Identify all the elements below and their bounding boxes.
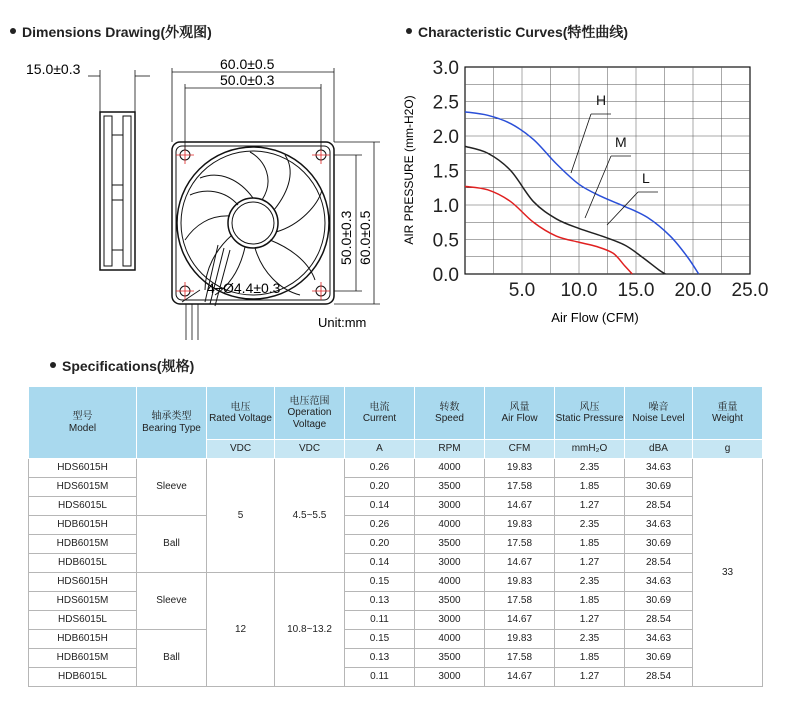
header-en: Weight <box>712 413 743 424</box>
y-tick-label: 2.0 <box>432 127 459 148</box>
current-cell: 0.14 <box>345 554 415 573</box>
specs-title <box>50 356 194 376</box>
y-axis-label: AIR PRESSURE (mm-H2O) <box>402 95 416 245</box>
chart-grid <box>465 67 750 274</box>
x-axis-label: Air Flow (CFM) <box>551 310 639 325</box>
airflow-cell: 19.83 <box>485 573 555 592</box>
airflow-cell: 17.58 <box>485 535 555 554</box>
annotation-l: L <box>642 170 650 186</box>
voltage-range-cell: 4.5~5.5 <box>275 459 345 573</box>
header-en: Air Flow <box>501 413 538 424</box>
model-cell: HDS6015H <box>29 573 137 592</box>
header-cn: 电压范围 <box>289 395 330 407</box>
airflow-cell: 14.67 <box>485 554 555 573</box>
noise-cell: 30.69 <box>625 535 693 554</box>
fan-front-view <box>172 142 334 340</box>
header-cell <box>345 387 415 440</box>
fan-side-view <box>88 70 150 270</box>
dimensions-drawing <box>0 40 395 340</box>
pressure-cell: 2.35 <box>555 573 625 592</box>
header-cn: 电流 <box>369 401 390 413</box>
noise-cell: 28.54 <box>625 668 693 687</box>
rated-voltage-cell: 12 <box>207 573 275 687</box>
noise-cell: 34.63 <box>625 573 693 592</box>
header-cell <box>275 387 345 440</box>
thickness-dimension: 15.0±0.3 <box>26 61 81 77</box>
model-cell: HDS6015L <box>29 497 137 516</box>
header-en: Model <box>68 422 97 434</box>
header-cell <box>625 387 693 440</box>
speed-cell: 4000 <box>415 459 485 478</box>
annotation-leader <box>585 156 611 218</box>
pressure-cell: 1.27 <box>555 554 625 573</box>
annotation-h: H <box>596 92 607 108</box>
header-unit: mmH₂O <box>555 440 625 459</box>
voltage-range-cell: 10.8~13.2 <box>275 573 345 687</box>
header-en: Operation Voltage <box>287 407 332 430</box>
model-cell: HDS6015L <box>29 611 137 630</box>
current-cell: 0.11 <box>345 611 415 630</box>
header-cell <box>207 387 275 440</box>
noise-cell: 34.63 <box>625 516 693 535</box>
header-unit: VDC <box>207 440 275 459</box>
curves-title-text: Characteristic Curves(特性曲线) <box>418 24 629 40</box>
noise-cell: 34.63 <box>625 630 693 649</box>
airflow-cell: 17.58 <box>485 592 555 611</box>
current-cell: 0.20 <box>345 535 415 554</box>
model-cell: HDB6015M <box>29 649 137 668</box>
noise-cell: 30.69 <box>625 478 693 497</box>
y-tick-label: 3.0 <box>432 58 459 79</box>
current-cell: 0.26 <box>345 459 415 478</box>
speed-cell: 4000 <box>415 516 485 535</box>
header-cn: 风量 <box>509 401 530 413</box>
x-tick-label: 25.0 <box>731 280 769 301</box>
y-tick-label: 0.5 <box>432 230 459 252</box>
x-tick-label: 15.0 <box>617 280 655 301</box>
pressure-cell: 1.85 <box>555 478 625 497</box>
model-cell: HDB6015L <box>29 554 137 573</box>
pressure-cell: 1.85 <box>555 592 625 611</box>
specs-title-text: Specifications(规格) <box>62 358 195 374</box>
outer-width-dimension: 60.0±0.5 <box>220 56 275 72</box>
hole-spacing-v-dimension: 50.0±0.3 <box>338 210 354 265</box>
header-cell <box>693 387 763 440</box>
pressure-cell: 1.85 <box>555 649 625 668</box>
pressure-cell: 1.27 <box>555 497 625 516</box>
current-cell: 0.15 <box>345 630 415 649</box>
pressure-cell: 2.35 <box>555 630 625 649</box>
bullet-icon <box>406 28 412 34</box>
specifications-table <box>28 386 763 687</box>
speed-cell: 3500 <box>415 535 485 554</box>
annotation-m: M <box>615 134 627 150</box>
annotation-leader <box>607 192 638 225</box>
annotation-leader <box>571 114 591 173</box>
header-cell <box>485 387 555 440</box>
airflow-cell: 17.58 <box>485 649 555 668</box>
header-cn: 风压 <box>579 401 600 413</box>
airflow-cell: 14.67 <box>485 611 555 630</box>
noise-cell: 28.54 <box>625 611 693 630</box>
noise-cell: 30.69 <box>625 592 693 611</box>
header-cn: 噪音 <box>648 401 669 413</box>
y-tick-label: 0.0 <box>432 265 459 286</box>
y-tick-labels <box>433 58 459 286</box>
header-en: Current <box>362 413 397 424</box>
model-cell: HDB6015H <box>29 516 137 535</box>
y-tick-label: 2.5 <box>432 92 459 114</box>
pressure-cell: 1.27 <box>555 668 625 687</box>
bearing-cell: Ball <box>137 630 207 687</box>
speed-cell: 3500 <box>415 592 485 611</box>
y-tick-label: 1.0 <box>432 196 459 217</box>
x-tick-labels <box>509 280 769 301</box>
current-cell: 0.26 <box>345 516 415 535</box>
speed-cell: 3000 <box>415 554 485 573</box>
header-en: Noise Level <box>632 413 685 424</box>
header-cell <box>29 387 137 459</box>
header-cn: 转数 <box>439 401 460 413</box>
dimension-lines <box>172 68 380 304</box>
characteristic-curves-chart <box>395 40 790 340</box>
hole-spacing-h-dimension: 50.0±0.3 <box>220 72 275 88</box>
bullet-icon <box>10 28 16 34</box>
table-body <box>29 459 763 687</box>
current-cell: 0.15 <box>345 573 415 592</box>
table-row <box>29 516 763 535</box>
header-cell <box>555 387 625 440</box>
bullet-icon <box>50 362 56 368</box>
header-cn: 重量 <box>717 401 738 413</box>
airflow-cell: 19.83 <box>485 459 555 478</box>
speed-cell: 3500 <box>415 478 485 497</box>
x-tick-label: 20.0 <box>674 280 712 301</box>
header-unit: CFM <box>485 440 555 459</box>
unit-label: Unit:mm <box>318 315 367 330</box>
speed-cell: 3000 <box>415 668 485 687</box>
header-unit: g <box>693 440 763 459</box>
rated-voltage-cell: 5 <box>207 459 275 573</box>
model-cell: HDS6015M <box>29 592 137 611</box>
y-tick-label: 1.5 <box>432 161 459 183</box>
speed-cell: 3000 <box>415 497 485 516</box>
model-cell: HDS6015M <box>29 478 137 497</box>
airflow-cell: 17.58 <box>485 478 555 497</box>
noise-cell: 28.54 <box>625 554 693 573</box>
current-cell: 0.14 <box>345 497 415 516</box>
model-cell: HDB6015L <box>29 668 137 687</box>
speed-cell: 4000 <box>415 630 485 649</box>
airflow-cell: 14.67 <box>485 497 555 516</box>
bearing-cell: Ball <box>137 516 207 573</box>
table-row <box>29 459 763 478</box>
noise-cell: 34.63 <box>625 459 693 478</box>
header-en: Speed <box>435 413 464 424</box>
series-line-m <box>465 146 665 274</box>
airflow-cell: 14.67 <box>485 668 555 687</box>
header-en: Static Pressure <box>555 413 624 424</box>
noise-cell: 28.54 <box>625 497 693 516</box>
speed-cell: 3500 <box>415 649 485 668</box>
table-row <box>29 630 763 649</box>
header-unit: VDC <box>275 440 345 459</box>
header-cell <box>415 387 485 440</box>
header-unit: RPM <box>415 440 485 459</box>
x-tick-label: 10.0 <box>560 280 598 301</box>
speed-cell: 3000 <box>415 611 485 630</box>
curves-title <box>406 22 628 42</box>
pressure-cell: 1.85 <box>555 535 625 554</box>
pressure-cell: 2.35 <box>555 459 625 478</box>
header-unit: dBA <box>625 440 693 459</box>
outer-height-dimension: 60.0±0.5 <box>357 210 373 265</box>
weight-cell: 33 <box>693 459 763 687</box>
model-cell: HDS6015H <box>29 459 137 478</box>
pressure-cell: 1.27 <box>555 611 625 630</box>
header-cell <box>137 387 207 459</box>
noise-cell: 30.69 <box>625 649 693 668</box>
header-en: Rated Voltage <box>209 413 272 424</box>
current-cell: 0.11 <box>345 668 415 687</box>
pressure-cell: 2.35 <box>555 516 625 535</box>
airflow-cell: 19.83 <box>485 516 555 535</box>
table-header-row <box>29 387 763 440</box>
header-cn: 型号 <box>72 411 93 422</box>
model-cell: HDB6015H <box>29 630 137 649</box>
bearing-cell: Sleeve <box>137 459 207 516</box>
table-row <box>29 573 763 592</box>
bearing-cell: Sleeve <box>137 573 207 630</box>
mounting-hole-label: 4−Ø4.4±0.3 <box>207 280 281 296</box>
header-cn: 电压 <box>230 401 251 413</box>
current-cell: 0.13 <box>345 592 415 611</box>
x-tick-label: 5.0 <box>508 280 536 301</box>
header-en: Bearing Type <box>142 422 201 434</box>
dimensions-title-text: Dimensions Drawing(外观图) <box>22 24 212 40</box>
header-unit: A <box>345 440 415 459</box>
current-cell: 0.20 <box>345 478 415 497</box>
header-cn: 轴承类型 <box>151 411 192 422</box>
speed-cell: 4000 <box>415 573 485 592</box>
airflow-cell: 19.83 <box>485 630 555 649</box>
model-cell: HDB6015M <box>29 535 137 554</box>
current-cell: 0.13 <box>345 649 415 668</box>
dimensions-title <box>10 22 212 42</box>
